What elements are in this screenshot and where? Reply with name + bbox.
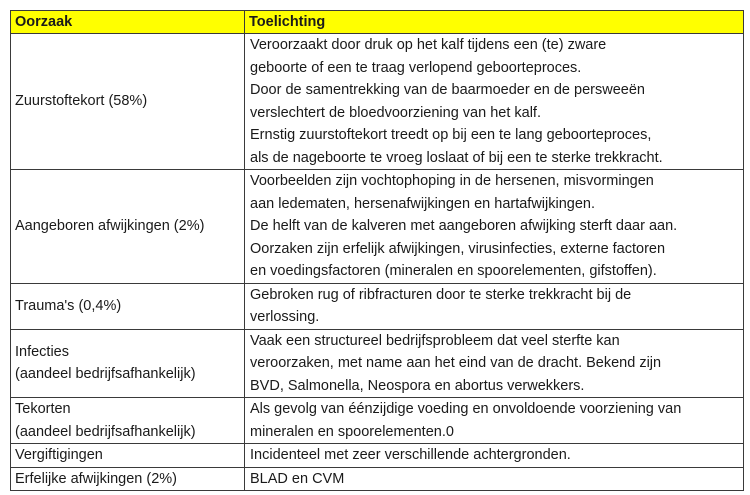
explanation-line: geboorte of een te traag verlopend geboorteproces.	[250, 59, 582, 76]
cause-text: Infecties	[15, 343, 69, 360]
cause-text: Erfelijke afwijkingen (2%)	[15, 470, 177, 487]
cause-cell	[11, 34, 245, 170]
explanation-line: als de nageboorte te vroeg loslaat of bij een te sterke trekkracht.	[250, 149, 663, 166]
cause-text: Trauma's (0,4%)	[15, 297, 122, 314]
explanation-line: Ernstig zuurstoftekort treedt op bij een te lang geboorteproces,	[250, 127, 652, 143]
explanation-cell	[245, 283, 744, 329]
explanation-line: Incidenteel met zeer verschillende achtergronden.	[250, 447, 571, 463]
explanation-line: verslechtert de bloedvoorziening van het kalf.	[250, 104, 541, 121]
table-row	[11, 329, 744, 398]
explanation-cell	[245, 329, 744, 398]
header-cause: Oorzaak	[11, 11, 245, 34]
explanation-cell	[245, 170, 744, 284]
cause-cell	[11, 283, 245, 329]
table-row	[11, 398, 744, 444]
explanation-line: BLAD en CVM	[250, 470, 345, 487]
header-row	[11, 11, 744, 34]
explanation-line: mineralen en spoorelementen.0	[250, 423, 454, 440]
table-row	[11, 444, 744, 468]
table-row	[11, 34, 744, 170]
explanation-line: Vaak een structureel bedrijfsprobleem dat veel sterfte kan	[250, 332, 620, 349]
cause-cell	[11, 444, 245, 468]
explanation-line: Gebroken rug of ribfracturen door te sterke trekkracht bij de	[250, 286, 632, 303]
cause-subtext: (aandeel bedrijfsafhankelijk)	[15, 423, 196, 440]
table-row	[11, 467, 744, 491]
cause-cell	[11, 467, 245, 491]
causes-table-container	[10, 10, 743, 491]
explanation-line: Als gevolg van éénzijdige voeding en onvoldoende voorziening van	[250, 401, 682, 417]
explanation-line: verlossing.	[250, 309, 320, 325]
cause-text: Vergiftigingen	[15, 447, 103, 463]
causes-table	[10, 10, 744, 491]
explanation-line: aan ledematen, hersenafwijkingen en hartafwijkingen.	[250, 195, 595, 212]
cause-cell	[11, 170, 245, 284]
explanation-cell	[245, 398, 744, 444]
table-row	[11, 283, 744, 329]
cause-text: Aangeboren afwijkingen (2%)	[15, 218, 205, 234]
explanation-line: veroorzaken, met name aan het eind van de dracht. Bekend zijn	[250, 355, 662, 371]
cause-subtext: (aandeel bedrijfsafhankelijk)	[15, 366, 196, 383]
explanation-line: Oorzaken zijn erfelijk afwijkingen, virusinfecties, externe factoren	[250, 240, 666, 257]
explanation-line: en voedingsfactoren (mineralen en spoorelementen, gifstoffen).	[250, 263, 657, 279]
cause-text: Zuurstoftekort (58%)	[15, 93, 148, 110]
cause-cell	[11, 329, 245, 398]
explanation-cell	[245, 34, 744, 170]
explanation-line: BVD, Salmonella, Neospora en abortus verwekkers.	[250, 377, 585, 394]
explanation-cell	[245, 444, 744, 468]
explanation-line: Veroorzaakt door druk op het kalf tijdens een (te) zware	[250, 37, 607, 53]
explanation-line: Voorbeelden zijn vochtophoping in de hersenen, misvormingen	[250, 173, 654, 189]
header-explanation: Toelichting	[245, 11, 744, 34]
explanation-line: De helft van de kalveren met aangeboren afwijking sterft daar aan.	[250, 218, 678, 234]
cause-cell	[11, 398, 245, 444]
explanation-cell	[245, 467, 744, 491]
explanation-line: Door de samentrekking van de baarmoeder en de persweeën	[250, 82, 645, 98]
table-row	[11, 170, 744, 284]
cause-text: Tekorten	[15, 401, 71, 417]
